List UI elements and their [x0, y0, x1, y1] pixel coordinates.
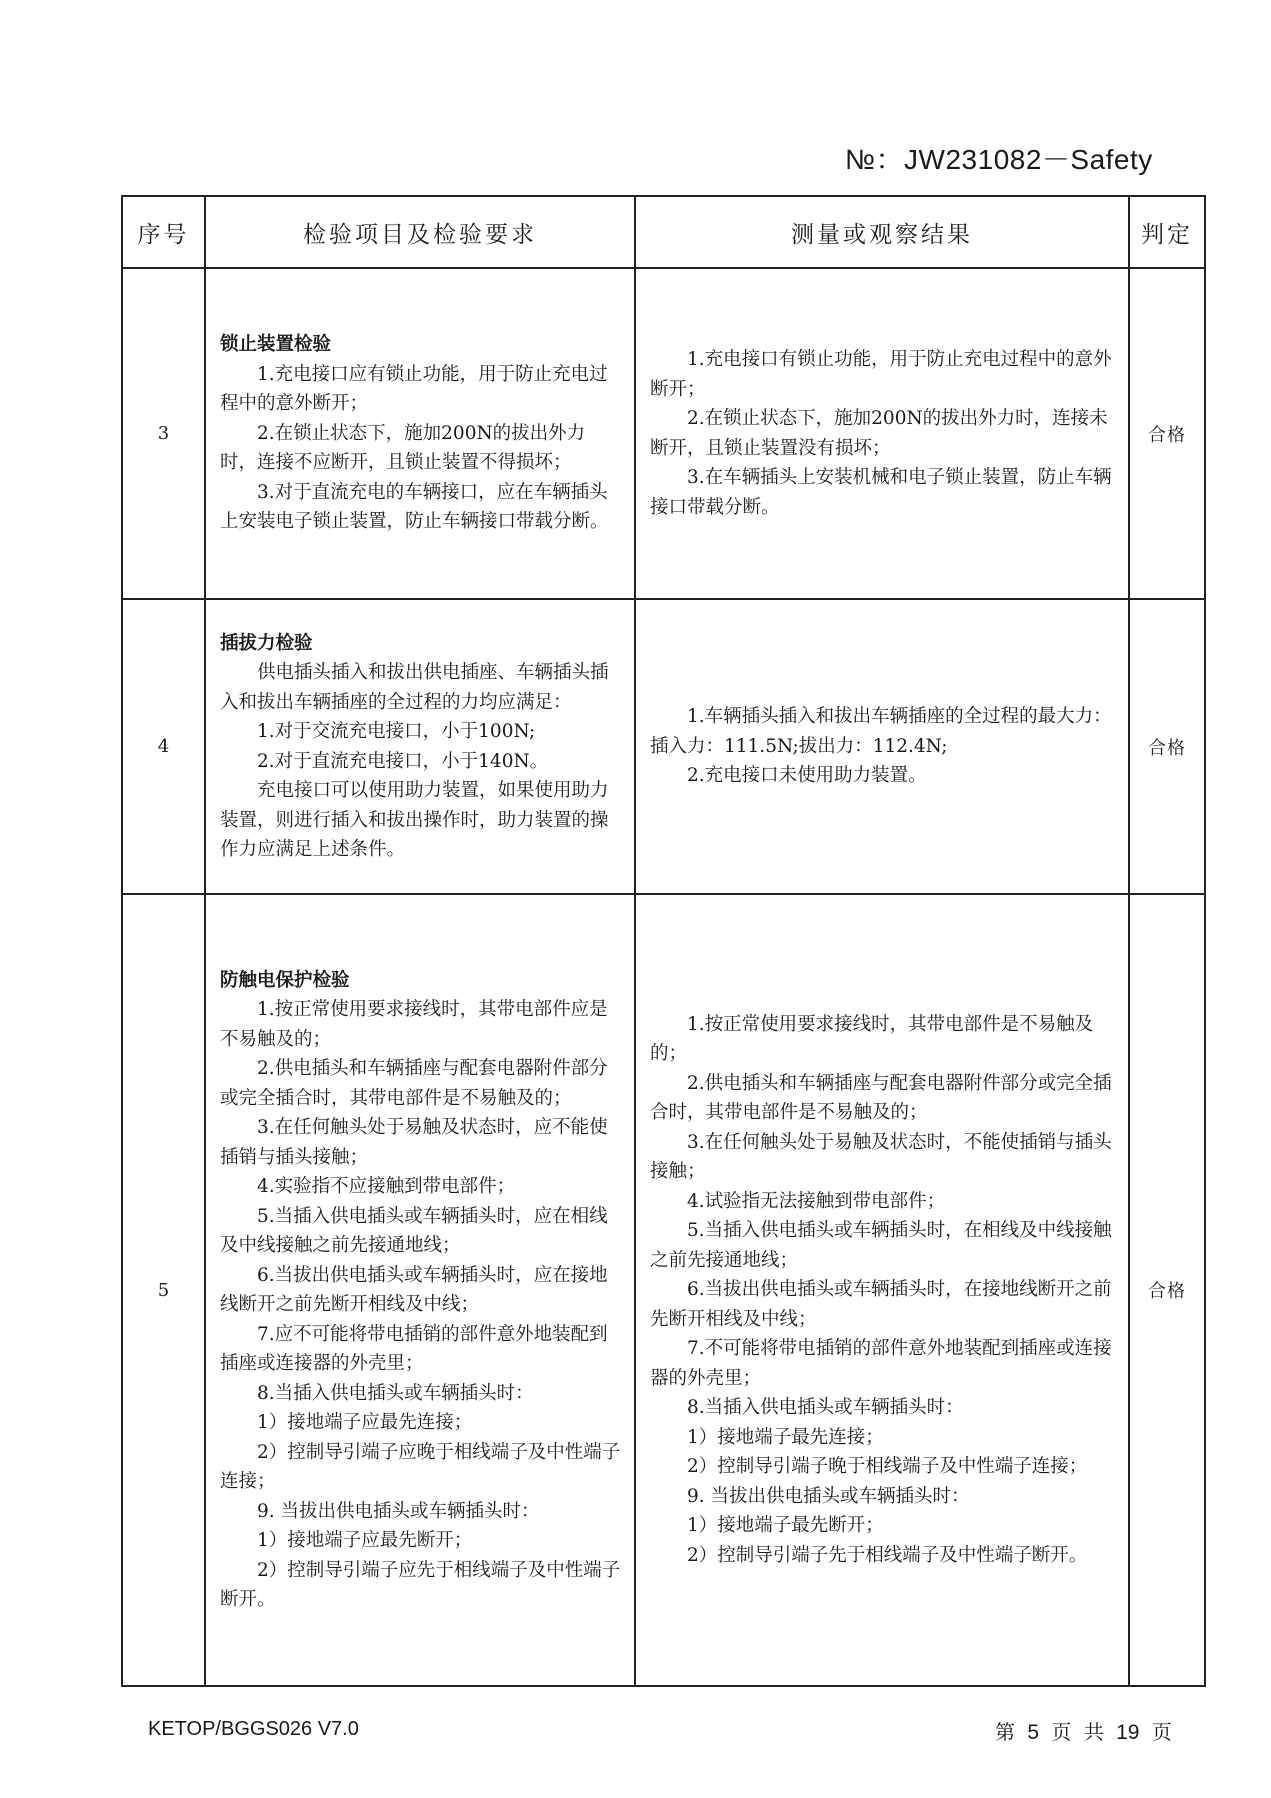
result-line: 2.在锁止状态下，施加200N的拔出外力时，连接未断开，且锁止装置没有损坏； [650, 408, 1108, 459]
requirement-line: 2）控制导引端子应晚于相线端子及中性端子连接； [220, 1441, 621, 1492]
result-cell [635, 599, 1140, 894]
header-requirement: 检验项目及检验要求 [205, 196, 635, 268]
table-row [122, 268, 1205, 599]
page-suffix: 页 [1151, 1720, 1172, 1744]
result-line: 3.在任何触头处于易触及状态时，不能使插销与插头接触； [650, 1131, 1112, 1183]
result-line: 6.当拔出供电插头或车辆插头时，在接地线断开之前先断开相线及中线； [650, 1279, 1112, 1330]
item-title: 插拔力检验 [220, 632, 313, 654]
requirement-line: 2.对于直流充电接口，小于140N。 [257, 750, 549, 772]
page-prefix: 第 [995, 1720, 1015, 1744]
row-number: 4 [122, 599, 205, 894]
result-line: 5.当插入供电插头或车辆插头时，在相线及中线接触之前先接通地线； [650, 1220, 1112, 1271]
requirement-cell [205, 268, 635, 599]
requirement-line: 1.按正常使用要求接线时，其带电部件应是不易触及的； [220, 999, 608, 1050]
requirement-line: 6.当拔出供电插头或车辆插头时，应在接地线断开之前先断开相线及中线； [220, 1264, 608, 1315]
header-judgement: 判定 [1129, 196, 1205, 268]
requirement-line: 7.应不可能将带电插销的部件意外地装配到插座或连接器的外壳里； [220, 1323, 608, 1374]
requirement-line: 4.实验指不应接触到带电部件； [257, 1176, 516, 1197]
requirement-line: 3.在任何触头处于易触及状态时，应不能使插销与插头接触； [220, 1117, 608, 1168]
requirement-line: 1）接地端子应最先断开； [257, 1530, 473, 1551]
judgement-cell: 合格 [1129, 599, 1205, 894]
report-number-label: №： [845, 144, 905, 175]
requirement-line: 2.在锁止状态下，施加200N的拔出外力时，连接不应断开，且锁止装置不得损坏； [220, 422, 586, 474]
requirement-line: 5.当插入供电插头或车辆插头时，应在相线及中线接触之前先接通地线； [220, 1205, 608, 1256]
requirement-cell [205, 599, 635, 894]
result-cell [635, 894, 1129, 1686]
requirement-line: 1）接地端子应最先连接； [257, 1412, 473, 1433]
page-current: 5 [1027, 1721, 1040, 1744]
page-mid: 页 共 [1051, 1720, 1104, 1744]
header-result: 测量或观察结果 [635, 196, 1129, 268]
requirement-line: 1.充电接口应有锁止功能，用于防止充电过程中的意外断开； [220, 363, 608, 415]
result-line: 1）接地端子最先断开； [687, 1515, 884, 1537]
judgement-cell: 合格 [1129, 894, 1205, 1686]
table-row [122, 599, 1205, 894]
header-no: 序号 [122, 196, 205, 268]
table-row [122, 894, 1205, 1686]
row-number: 3 [122, 268, 205, 599]
row-number: 5 [122, 894, 205, 1686]
requirement-line: 2）控制导引端子应先于相线端子及中性端子断开。 [220, 1559, 621, 1610]
result-line: 2.供电插头和车辆插座与配套电器附件部分或完全插合时，其带电部件是不易触及的； [650, 1072, 1112, 1124]
requirement-line: 3.对于直流充电的车辆接口，应在车辆插头上安装电子锁止装置，防止车辆接口带载分断。 [220, 481, 609, 533]
result-line: 2）控制导引端子晚于相线端子及中性端子连接； [687, 1456, 1088, 1478]
inspection-table [121, 195, 1206, 1687]
result-line: 3.在车辆插头上安装机械和电子锁止装置，防止车辆接口带载分断。 [650, 467, 1112, 518]
result-line: 2.充电接口未使用助力装置。 [687, 765, 927, 787]
requirement-line: 8.当插入供电插头或车辆插头时： [257, 1382, 534, 1404]
judgement-cell: 合格 [1129, 268, 1205, 599]
result-line: 7.不可能将带电插销的部件意外地装配到插座或连接器的外壳里； [650, 1338, 1112, 1389]
requirement-cell [205, 894, 635, 1686]
requirement-line: 1.对于交流充电接口，小于100N; [257, 721, 536, 742]
result-line: 4.试验指无法接触到带电部件； [687, 1190, 946, 1212]
requirement-line: 供电插头插入和拔出供电插座、车辆插头插入和拔出车辆插座的全过程的力均应满足： [220, 662, 609, 713]
result-line: 8.当插入供电插头或车辆插头时： [687, 1397, 964, 1419]
report-number [845, 138, 1153, 178]
item-title: 锁止装置检验 [220, 334, 332, 356]
table-header-row [122, 196, 1205, 268]
requirement-line: 充电接口可以使用助力装置，如果使用助力装置，则进行插入和拔出操作时，助力装置的操作力应满足上述条件。 [220, 780, 609, 860]
result-line: 2）控制导引端子先于相线端子及中性端子断开。 [687, 1544, 1088, 1566]
report-number-value: JW231082－Safety [904, 144, 1153, 175]
item-title: 防触电保护检验 [220, 969, 350, 991]
page-total: 19 [1116, 1721, 1140, 1744]
result-line: 9. 当拔出供电插头或车辆插头时： [687, 1485, 970, 1507]
page-indicator [995, 1716, 1172, 1745]
requirement-line: 9. 当拔出供电插头或车辆插头时： [257, 1500, 540, 1522]
result-line: 1.按正常使用要求接线时，其带电部件是不易触及的； [650, 1013, 1094, 1065]
requirement-line: 2.供电插头和车辆插座与配套电器附件部分或完全插合时，其带电部件是不易触及的； [220, 1058, 608, 1109]
result-line: 1.充电接口有锁止功能，用于防止充电过程中的意外断开； [650, 349, 1112, 400]
form-code: KETOP/BGGS026 V7.0 [148, 1718, 359, 1740]
result-cell [635, 268, 1129, 599]
result-line: 1.车辆插头插入和拔出车辆插座的全过程的最大力： 插入力：111.5N;拔出力：112.4N; [650, 706, 1140, 757]
result-line: 1）接地端子最先连接； [687, 1426, 884, 1448]
